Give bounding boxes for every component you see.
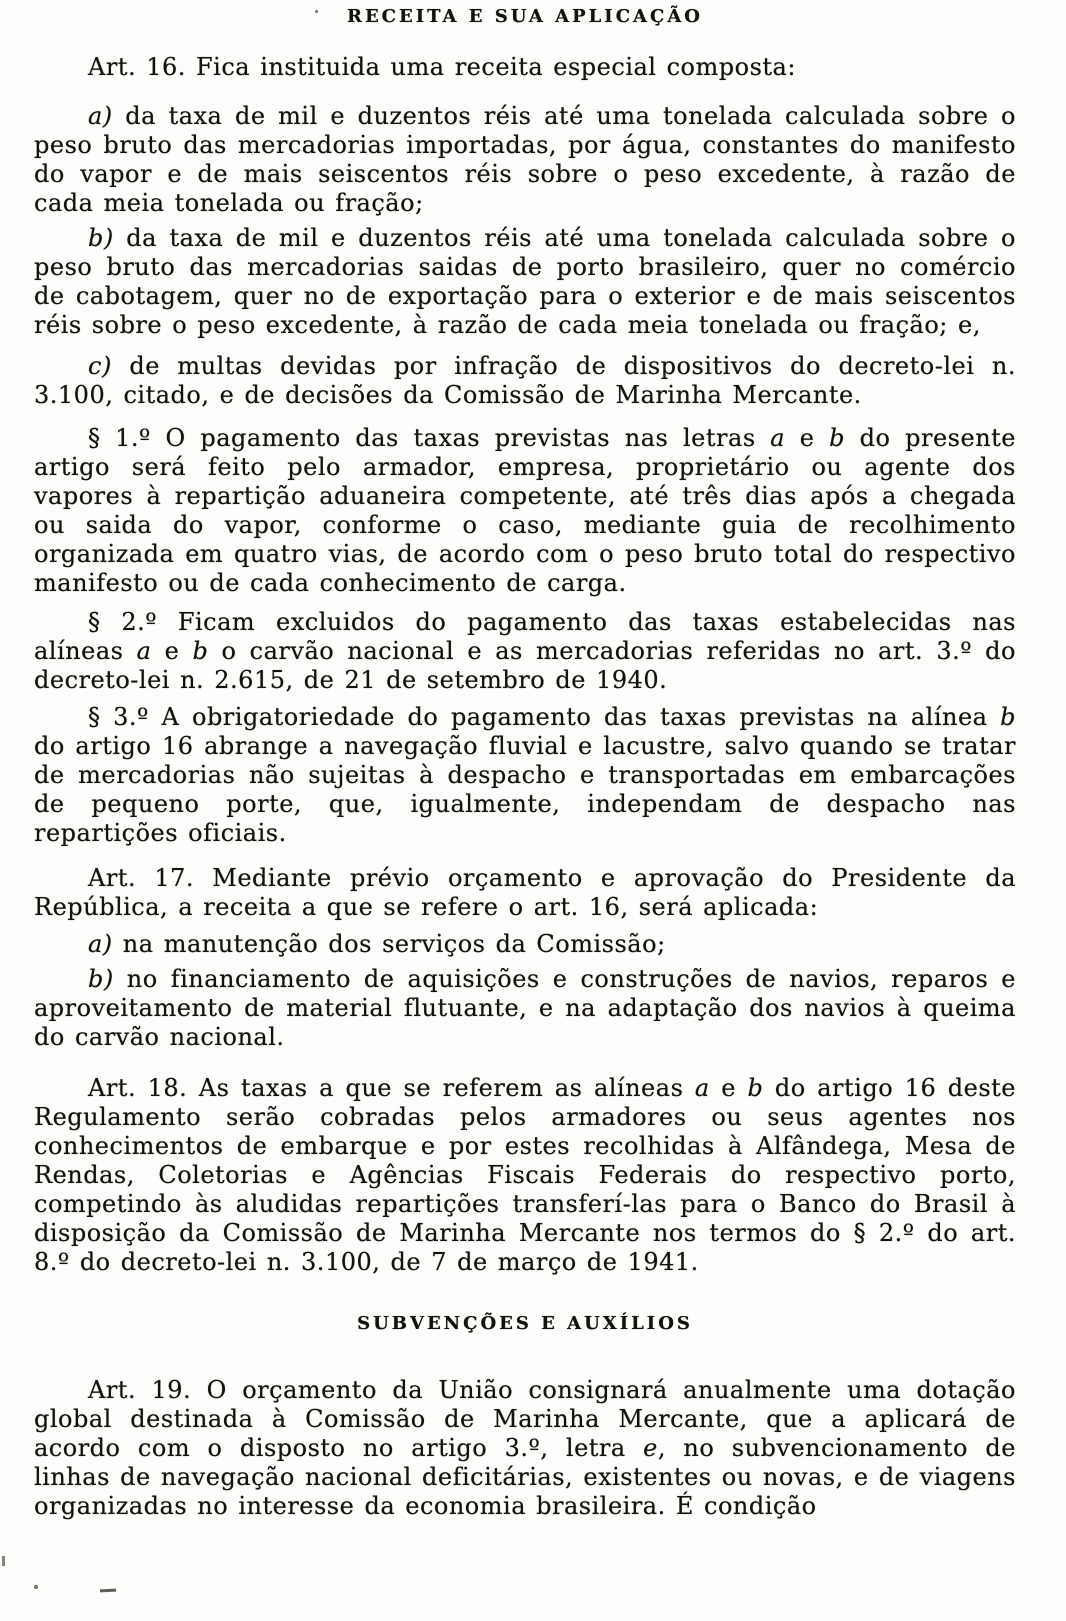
item-a-art-16 [34, 102, 1016, 218]
paragraph-art-16 [34, 53, 1016, 82]
section-heading-subvencoes: SUBVENÇÕES E AUXÍLIOS [357, 1313, 693, 1334]
text-segment: Art. 18. As taxas a que se referem as alíneas [88, 1074, 695, 1102]
paragraph-art-17 [34, 864, 1016, 922]
scan-speck [34, 1585, 38, 1589]
italic-letter: b) [88, 965, 114, 993]
text-segment: § 2.º Ficam excluidos do pagamento das taxas estabelecidas nas alíneas [34, 608, 1016, 665]
text-segment: o carvão nacional e as mercadorias referidas no art. 3.º do decreto-lei n. 2.615, de 21 de setembro de 1940. [34, 637, 1016, 694]
italic-letter: e [643, 1434, 658, 1462]
italic-letter: b [829, 424, 846, 452]
text-segment: Art. 16. Fica instituida uma receita especial composta: [88, 53, 796, 81]
italic-letter: a [770, 424, 786, 452]
text-segment: na manutenção dos serviços da Comissão; [112, 930, 666, 958]
paragraph-art-18 [34, 1074, 1016, 1277]
item-a-art-17 [34, 930, 1016, 959]
italic-letter: a [136, 637, 152, 665]
text-segment: , no subvencionamento de linhas de navegação nacional deficitárias, existentes ou novas, e de viagens organizadas no interesse da economia brasileira. É condição [34, 1434, 1016, 1520]
italic-letter: b [747, 1074, 764, 1102]
text-segment: e [709, 1074, 748, 1102]
italic-letter: c) [88, 352, 112, 380]
item-c-art-16 [34, 352, 1016, 410]
paragraph-2 [34, 608, 1016, 695]
scan-speck [100, 1589, 116, 1593]
paragraph-art-19 [34, 1376, 1016, 1521]
text-segment: Art. 19. O orçamento da União consignará anualmente uma dotação global destinada à Comissão de Marinha Mercante, que a aplicará de acordo com o disposto no artigo 3.º, letra [34, 1376, 1016, 1462]
section-heading-receita: RECEITA E SUA APLICAÇÃO [347, 6, 703, 27]
text-segment: do artigo 16 deste Regulamento serão cobradas pelos armadores ou seus agentes nos conhecimentos de embarque e por estes recolhidas à Alfândega, Mesa de Rendas, Coletorias e Agências Fiscais Federais do respectivo porto, competindo às aludidas repartições transferí-las para o Banco do Brasil à disposição da Comissão de Marinha Mercante nos termos do § 2.º do art. 8.º do decreto-lei n. 3.100, de 7 de março de 1941. [34, 1074, 1016, 1276]
scan-speck [2, 1556, 5, 1566]
paragraph-1 [34, 424, 1016, 598]
italic-letter: a [694, 1074, 710, 1102]
italic-letter: a) [88, 102, 113, 130]
paragraph-3 [34, 703, 1016, 848]
text-segment: no financiamento de aquisições e construções de navios, reparos e aproveitamento de material flutuante, e na adaptação dos navios à queima do carvão nacional. [34, 965, 1016, 1051]
item-b-art-16 [34, 224, 1016, 340]
text-segment: § 3.º A obrigatoriedade do pagamento das taxas previstas na alínea [88, 703, 1001, 731]
italic-letter: b [1000, 703, 1016, 731]
text-segment: e [785, 424, 830, 452]
text-segment: da taxa de mil e duzentos réis até uma tonelada calculada sobre o peso bruto das mercadorias importadas, por água, constantes do manifesto do vapor e de mais seiscentos réis sobre o peso excedente, à razão de cada meia tonelada ou fração; [34, 102, 1016, 217]
italic-letter: b [192, 637, 209, 665]
scan-speck [315, 10, 318, 13]
italic-letter: a) [88, 930, 113, 958]
item-b-art-17 [34, 965, 1016, 1052]
text-segment: e [151, 637, 193, 665]
text-segment: de multas devidas por infração de dispositivos do decreto-lei n. 3.100, citado, e de decisões da Comissão de Marinha Mercante. [34, 352, 1016, 409]
text-segment: Art. 17. Mediante prévio orçamento e aprovação do Presidente da República, a receita a que se refere o art. 16, será aplicada: [34, 864, 1016, 921]
text-segment: da taxa de mil e duzentos réis até uma tonelada calculada sobre o peso bruto das mercadorias saidas de porto brasileiro, quer no comércio de cabotagem, quer no de exportação para o exterior e de mais seiscentos réis sobre o peso excedente, à razão de cada meia tonelada ou fração; e, [34, 224, 1016, 339]
text-segment: § 1.º O pagamento das taxas previstas nas letras [88, 424, 771, 452]
italic-letter: b) [88, 224, 114, 252]
text-segment: do artigo 16 abrange a navegação fluvial e lacustre, salvo quando se tratar de mercadorias não sujeitas à despacho e transportadas em embarcações de pequeno porte, que, igualmente, independam de despacho nas repartições oficiais. [34, 732, 1016, 847]
text-segment: do presente artigo será feito pelo armador, empresa, proprietário ou agente dos vapores à repartição aduaneira competente, até três dias após a chegada ou saida do vapor, conforme o caso, mediante guia de recolhimento organizada em quatro vias, de acordo com o peso bruto total do respectivo manifesto ou de cada conhecimento de carga. [34, 424, 1017, 597]
